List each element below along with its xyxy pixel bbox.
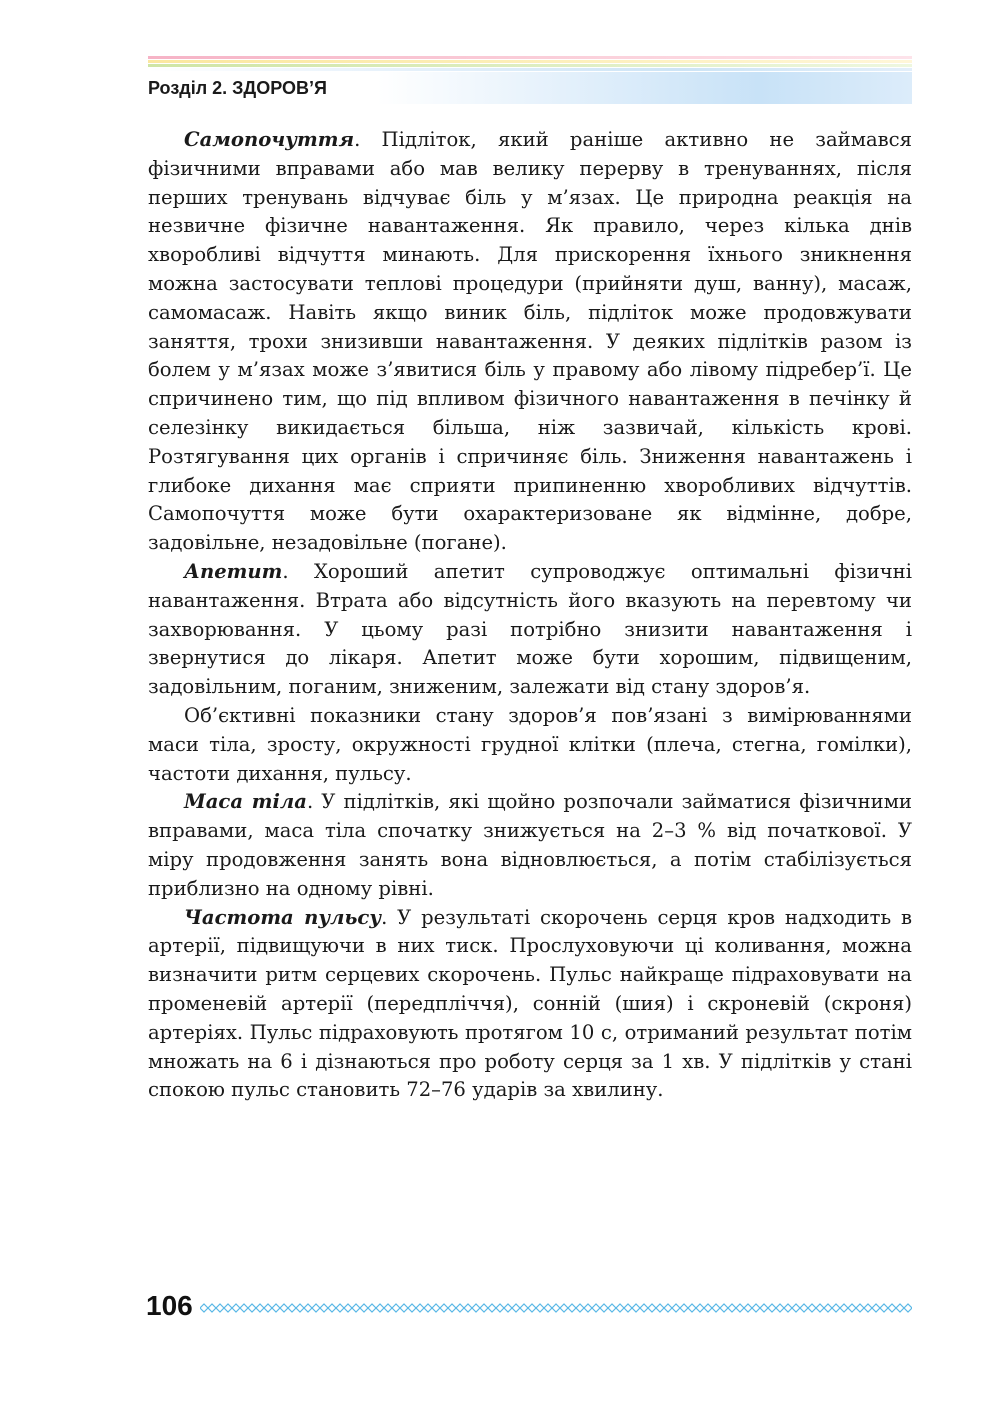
header-stripe-yellow — [148, 60, 912, 63]
paragraph-text: . Хороший апетит супроводжує оптимальні фізичні навантаження. Втрата або відсутність його вказують на перевтому чи захворювання. У цьому разі потрібно знизити навантаження і звернутися до лікаря. Апетит може бути хорошим, підвищеним, задовільним, поганим, зниженим, залежати від стану здоров’я. — [148, 559, 912, 699]
paragraph-appetite — [148, 558, 912, 702]
body-text — [148, 126, 912, 1105]
page-number: 106 — [146, 1290, 193, 1321]
term-wellbeing: Самопочуття — [184, 128, 355, 151]
paragraph-text: Об’єктивні показники стану здоров’я пов’язані з вимірюваннями маси тіла, зросту, окружності грудної клітки (плеча, стегна, гомілки), частоти дихання, пульсу. — [148, 703, 912, 785]
header-stripe-pink — [148, 56, 912, 59]
paragraph-text: . Підліток, який раніше активно не займався фізичними вправами або мав велику перерву в тренуваннях, після перших тренувань відчуває біль у м’язах. Це природна реакція на незвичне фізичне навантаження. Як правило, через кілька днів хворобливі відчуття минають. Для прискорення їхнього зникнення можна застосувати теплові процедури (прийняти душ, ванну), масаж, самомасаж. Навіть якщо виник біль, підліток може продовжувати заняття, трохи знизивши навантаження. У деяких підлітків разом із болем у м’язах може з’явитися біль у правому або лівому підребер’ї. Це спричинено тим, що під впливом фізичного навантаження в печінку й селезінку викидається більша, ніж зазвичай, кількість крові. Розтягування цих органів і спричиняє біль. Зниження навантажень і глибоке дихання має сприяти припиненню хворобливих відчуттів. Самопочуття може бути охарактеризоване як відмінне, добре, задовільне, незадовільне (погане). — [148, 128, 912, 555]
footer-ornament — [200, 1300, 912, 1316]
term-body-mass: Маса тіла — [184, 790, 307, 814]
paragraph-text: . У результаті скорочень серця кров надходить в артерії, підвищуючи в них тиск. Прослуховуючи ці коливання, можна визначити ритм серцевих скорочень. Пульс найкраще підраховувати на променевій артерії (передпліччя), сонній (шия) і скроневій (скроня) артеріях. Пульс підраховують протягом 10 с, отриманий результат потім множать на 6 і дізнаються про роботу серця за 1 хв. У підлітків у стані спокою пульс становить 72–76 ударів за хвилину. — [148, 905, 913, 1102]
paragraph-wellbeing — [148, 126, 912, 558]
running-head: Розділ 2. ЗДОРОВ’Я — [148, 78, 327, 98]
paragraph-pulse-rate — [148, 904, 912, 1106]
paragraph-body-mass — [148, 788, 912, 903]
paragraph-objective-indicators — [148, 702, 912, 788]
term-pulse-rate: Частота пульсу — [184, 905, 382, 929]
header-stripe-green — [148, 64, 912, 67]
term-appetite: Апетит — [184, 559, 283, 583]
header-stripe-blue — [148, 68, 912, 71]
paragraph-text: . У підлітків, які щойно розпочали займатися фізичними вправами, маса тіла спочатку знижується на 2–3 % від початкової. У міру продовження занять вона відновлюється, а потім стабілізується приблизно на одному рівні. — [148, 790, 912, 900]
